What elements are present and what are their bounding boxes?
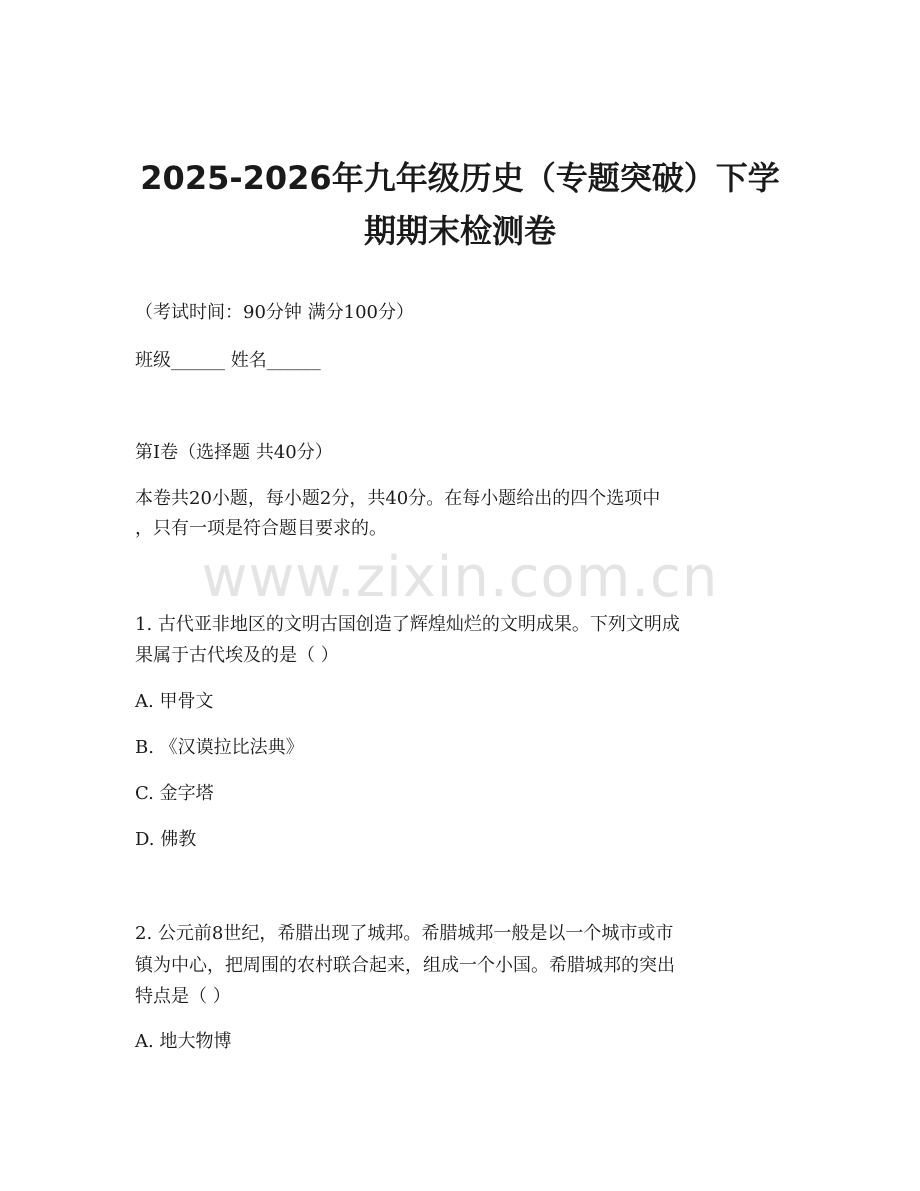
question-1-stem-line-2: 果属于古代埃及的是（ ） (135, 645, 339, 666)
section-header: 第I卷（选择题 共40分） (135, 442, 333, 463)
instructions-line-2: ，只有一项是符合题目要求的。 (135, 518, 387, 539)
question-2-option-a: A. 地大物博 (135, 1031, 232, 1052)
question-1-option-a: A. 甲骨文 (135, 691, 214, 712)
question-1-option-d: D. 佛教 (135, 829, 197, 850)
exam-info: （考试时间：90分钟 满分100分） (135, 302, 414, 323)
watermark: www.zixin.com.cn (201, 545, 719, 610)
question-2-stem-line-2: 镇为中心，把周围的农村联合起来，组成一个小国。希腊城邦的突出 (135, 955, 675, 976)
question-2-stem-line-3: 特点是（ ） (135, 986, 231, 1007)
question-1-stem-line-1: 1. 古代亚非地区的文明古国创造了辉煌灿烂的文明成果。下列文明成 (135, 614, 680, 635)
instructions-line-1: 本卷共20小题，每小题2分，共40分。在每小题给出的四个选项中 (135, 488, 661, 509)
question-1-option-c: C. 金字塔 (135, 783, 214, 804)
doc-title-line-2: 期期末检测卷 (363, 212, 556, 250)
doc-title-line-1: 2025-2026年九年级历史（专题突破）下学 (140, 159, 780, 197)
class-name-line: 班级______ 姓名______ (135, 350, 321, 371)
question-2-stem-line-1: 2. 公元前8世纪，希腊出现了城邦。希腊城邦一般是以一个城市或市 (135, 923, 674, 944)
question-1-option-b: B. 《汉谟拉比法典》 (135, 737, 304, 758)
